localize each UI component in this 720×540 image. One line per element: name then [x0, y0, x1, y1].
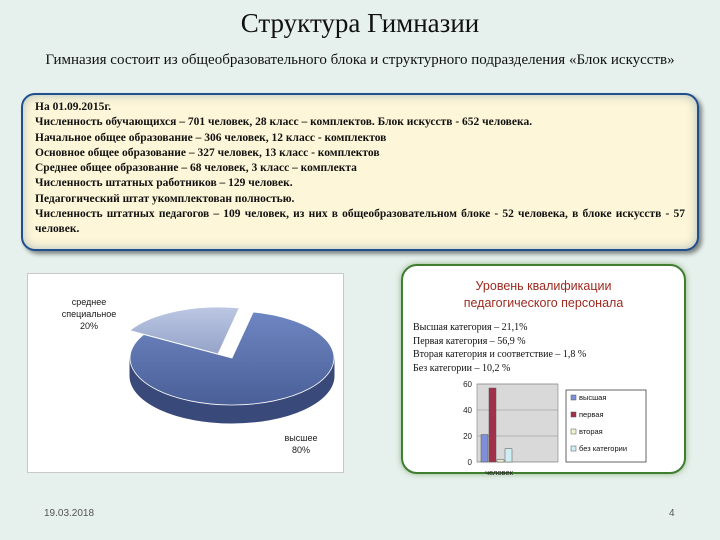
- info-line-students: Численность обучающихся – 701 человек, 28 класс – комплектов. Блок искусств - 652 человека.: [35, 116, 533, 129]
- bar-3: [497, 460, 504, 462]
- slide-subtitle: Гимназия состоит из общеобразовательного блока и структурного подразделения «Блок искусств»: [45, 52, 675, 68]
- info-line-date: На 01.09.2015г.: [35, 101, 112, 113]
- bar-legend-label: вторая: [579, 427, 603, 436]
- bar-legend-label: высшая: [579, 393, 607, 402]
- info-line-teachers: Численность штатных педагогов – 109 человек, из них в общеобразовательном блоке - 52 человека, в блоке искусств - 57 человек.: [35, 208, 685, 236]
- qualification-item-second: Вторая категория и соответствие – 1,8 %: [413, 349, 587, 360]
- info-line-staff: Численность штатных работников – 129 человек.: [35, 177, 293, 190]
- info-line-complete: Педагогический штат укомплектован полностью.: [35, 192, 295, 205]
- qualification-item-first: Первая категория – 56,9 %: [413, 335, 526, 347]
- bar-y-tick-label: 40: [463, 406, 472, 415]
- bar-legend-swatch: [571, 446, 576, 451]
- page-number: 4: [669, 508, 675, 519]
- footer-date: 19.03.2018: [44, 508, 95, 519]
- bar-4: [505, 449, 512, 462]
- bar-1: [481, 435, 488, 462]
- info-line-secondary: Среднее общее образование – 68 человек, 3 класс – комплекта: [35, 162, 357, 175]
- pie-label-secondary-line1: среднее: [71, 297, 107, 307]
- qualification-bar-chart: [403, 266, 684, 477]
- bar-y-tick-label: 60: [463, 380, 472, 389]
- bar-legend-label: первая: [579, 410, 604, 419]
- pie-label-secondary-percent: 20%: [79, 321, 98, 331]
- qualification-item-none: Без категории – 10,2 %: [413, 362, 511, 374]
- bar-legend-swatch: [571, 395, 576, 400]
- bar-2: [489, 388, 496, 462]
- education-pie-card: [27, 273, 344, 473]
- bar-legend-swatch: [571, 429, 576, 434]
- qualification-card: [401, 264, 686, 477]
- pie-label-secondary-special: [58, 296, 120, 332]
- info-line-basic: Основное общее образование – 327 человек, 13 класс - комплектов: [35, 146, 380, 159]
- qualification-title-line2: педагогического персонала: [463, 296, 624, 310]
- pie-label-higher: [276, 432, 326, 456]
- bar-y-tick-label: 0: [467, 458, 472, 467]
- pie-label-higher-percent: 80%: [291, 445, 310, 455]
- bar-y-tick-label: 20: [463, 432, 472, 441]
- bar-legend-label: без категории: [579, 444, 628, 453]
- pie-label-higher-line1: высшее: [284, 433, 318, 443]
- qualification-item-highest: Высшая категория – 21,1%: [413, 322, 528, 333]
- slide-title: Структура Гимназии: [240, 8, 480, 38]
- qualification-title-line1: Уровень квалификации: [475, 279, 612, 293]
- info-box: [21, 93, 699, 251]
- bar-legend-swatch: [571, 412, 576, 417]
- pie-label-secondary-line2: специальное: [61, 309, 117, 319]
- info-line-primary: Начальное общее образование – 306 человек, 12 класс - комплектов: [35, 131, 387, 144]
- bar-category-label: человек: [485, 468, 513, 477]
